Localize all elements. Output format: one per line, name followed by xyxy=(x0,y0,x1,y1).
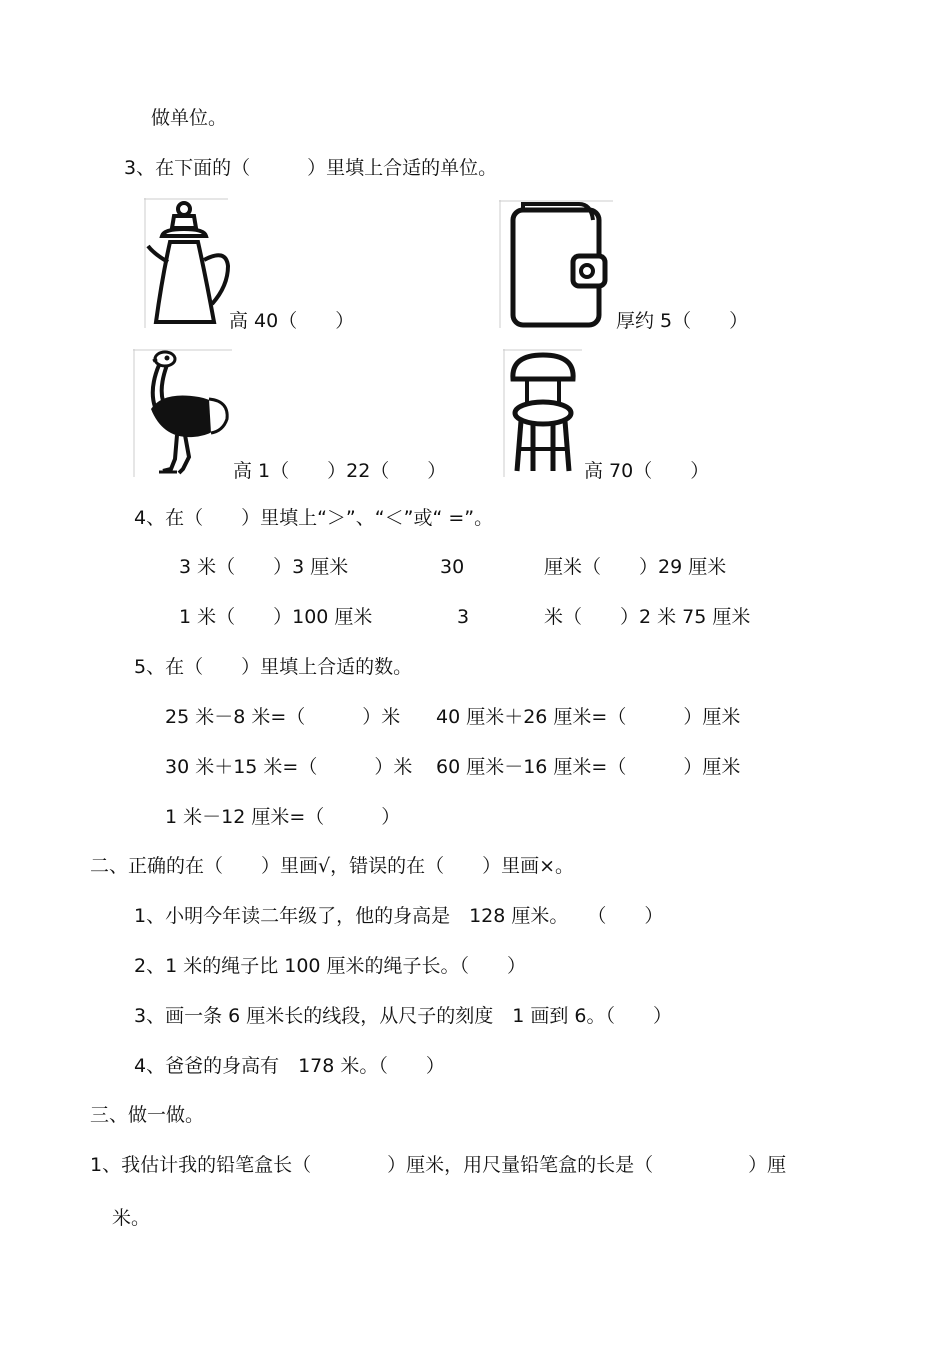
s2-item-4: 4、爸爸的身高有 178 米。（ ） xyxy=(134,1055,445,1077)
s2-item-3: 3、画一条 6 厘米长的线段，从尺子的刻度 1 画到 6。（ ） xyxy=(134,1005,673,1027)
teapot-icon xyxy=(144,198,230,328)
q4-item-b1: 1 米（ ）100 厘米 xyxy=(179,606,373,628)
q5-item-c: 1 米－12 厘米=（ ） xyxy=(165,806,401,828)
question-3-title: 3、在下面的（ ）里填上合适的单位。 xyxy=(124,157,498,179)
stool-label: 高 70（ ） xyxy=(584,460,710,482)
teapot-label: 高 40（ ） xyxy=(229,310,355,332)
ostrich-label: 高 1（ ）22（ ） xyxy=(233,460,447,482)
q4-item-a2-num: 30 xyxy=(440,556,465,578)
question-4-title: 4、在（ ）里填上“＞”、“＜”或“ =”。 xyxy=(134,507,494,529)
q4-item-a2-rest: 厘米（ ）29 厘米 xyxy=(544,556,727,578)
q4-item-b2-rest: 米（ ）2 米 75 厘米 xyxy=(544,606,751,628)
stool-icon xyxy=(503,349,583,477)
s2-item-2: 2、1 米的绳子比 100 厘米的绳子长。（ ） xyxy=(134,955,527,977)
intro-tail-line: 做单位。 xyxy=(151,107,228,129)
s2-item-1: 1、小明今年读二年级了，他的身高是 128 厘米。 （ ） xyxy=(134,905,664,927)
section-2-title: 二、正确的在（ ）里画√，错误的在（ ）里画×。 xyxy=(90,855,575,877)
q5-item-a2: 40 厘米＋26 厘米=（ ）厘米 xyxy=(436,706,741,728)
q4-item-b2-num: 3 xyxy=(457,606,470,628)
ostrich-icon xyxy=(133,349,233,477)
section-3-title: 三、做一做。 xyxy=(90,1104,205,1126)
s3-item-1-tail: 米。 xyxy=(112,1207,151,1229)
s3-item-1: 1、我估计我的铅笔盒长（ ）厘米，用尺量铅笔盒的长是（ ）厘 xyxy=(90,1154,787,1176)
q5-item-b2: 60 厘米－16 厘米=（ ）厘米 xyxy=(436,756,741,778)
question-5-title: 5、在（ ）里填上合适的数。 xyxy=(134,656,413,678)
q5-item-b1: 30 米＋15 米=（ ）米 xyxy=(165,756,413,778)
q5-item-a1: 25 米－8 米=（ ）米 xyxy=(165,706,401,728)
book-label: 厚约 5（ ） xyxy=(616,310,749,332)
q4-item-a1: 3 米（ ）3 厘米 xyxy=(179,556,349,578)
book-icon xyxy=(499,200,614,328)
